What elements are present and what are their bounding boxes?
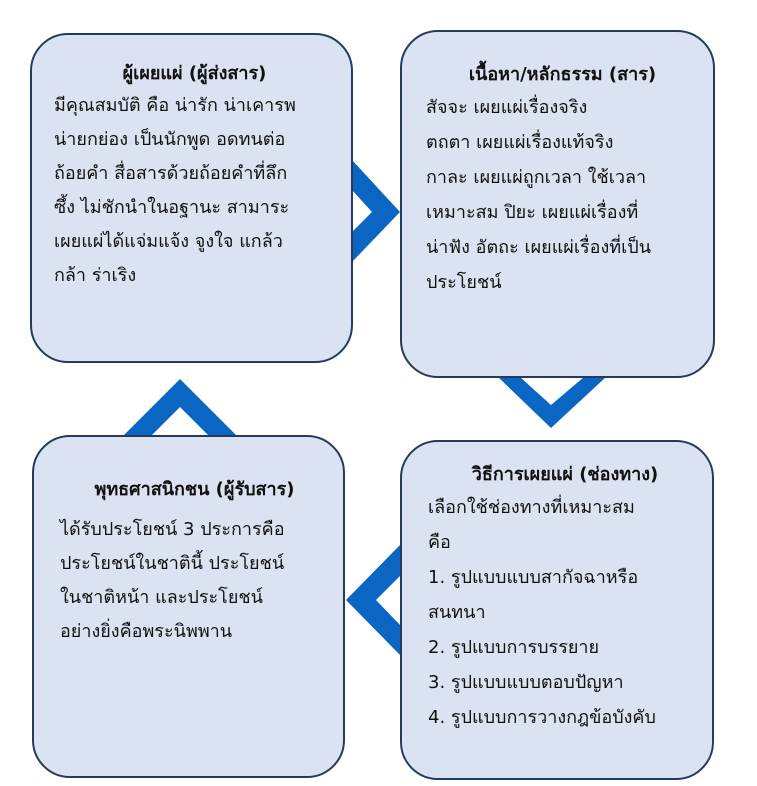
receiver-line: ประโยชน์ในชาตินี้ ประโยชน์ [60,553,285,574]
receiver-box [32,435,345,778]
sender-line: มีคุณสมบัติ คือ น่ารัก น่าเคารพ [54,95,296,116]
sender-line: น่ายกย่อง เป็นนักพูด อดทนต่อ [54,129,286,150]
method-box [400,440,714,780]
method-line: คือ [428,532,451,553]
receiver-title: พุทธศาสนิกชน (ผู้รับสาร) [94,479,295,500]
sender-title: ผู้เผยแผ่ (ผู้ส่งสาร) [122,63,267,84]
sender-box [30,33,353,363]
message-line: เหมาะสม ปิยะ เผยแผ่เรื่องที่ [426,202,639,223]
message-title: เนื้อหา/หลักธรรม (สาร) [468,64,657,85]
arrow-right-chevron [352,160,400,262]
receiver-line: ได้รับประโยชน์ 3 ประการคือ [60,519,285,540]
message-line: ตถตา เผยแผ่เรื่องแท้จริง [426,132,614,153]
sender-line: กล้า ร่าเริง [54,265,137,286]
message-line: สัจจะ เผยแผ่เรื่องจริง [426,97,588,118]
sender-line: ซึ้ง ไม่ชักนำในอฐานะ สามาระ [54,197,290,218]
message-line: น่าฟัง อัตถะ เผยแผ่เรื่องที่เป็น [426,237,652,258]
message-line: กาละ เผยแผ่ถูกเวลา ใช้เวลา [426,167,647,188]
message-box [400,30,715,378]
method-line: สนทนา [428,602,486,623]
method-line: 4. รูปแบบการวางกฎข้อบังคับ [428,707,656,728]
receiver-line: ในชาติหน้า และประโยชน์ [60,587,263,608]
arrow-left-chevron [346,545,400,655]
sender-line: เผยแผ่ได้แจ่มแจ้ง จูงใจ แกล้ว [54,231,283,252]
arrow-up-chevron [124,379,236,435]
message-line: ประโยชน์ [426,272,502,293]
method-line: 3. รูปแบบแบบตอบปัญหา [428,672,624,693]
arrow-down-chevron [498,377,606,428]
method-title: วิธีการเผยแผ่ (ช่องทาง) [471,464,659,485]
receiver-line: อย่างยิ่งคือพระนิพพาน [60,621,233,642]
method-line: เลือกใช้ช่องทางที่เหมาะสม [428,497,635,518]
sender-line: ถ้อยคำ สื่อสารด้วยถ้อยคำที่ลึก [54,163,288,184]
method-line: 2. รูปแบบการบรรยาย [428,637,600,658]
method-line: 1. รูปแบบแบบสากัจฉาหรือ [428,567,639,588]
